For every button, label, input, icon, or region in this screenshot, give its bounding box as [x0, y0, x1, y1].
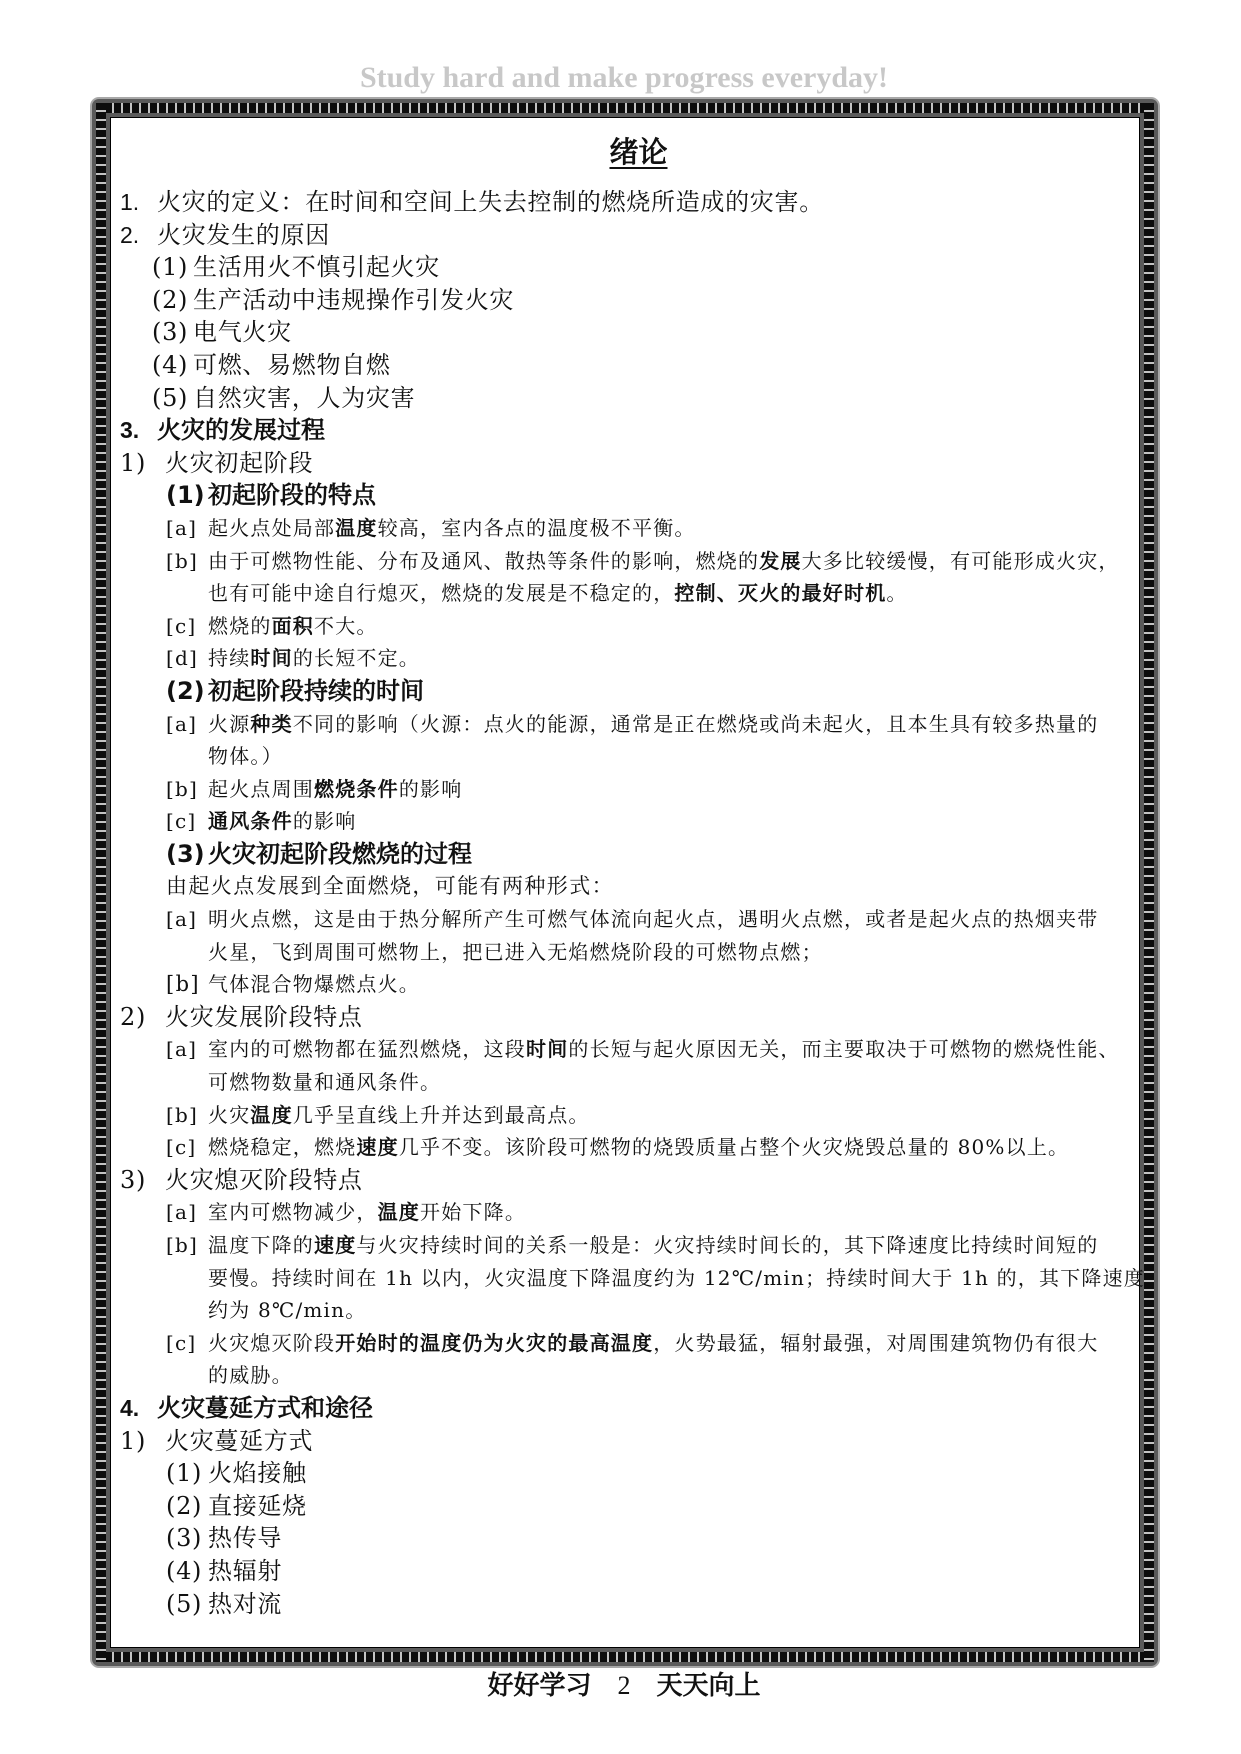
header-motto: Study hard and make progress everyday!: [359, 61, 889, 94]
page-footer: [0, 1668, 1241, 1704]
section-heading: [0, 219, 1241, 252]
section-number: 4.: [120, 1394, 140, 1421]
point-row: [0, 1327, 1241, 1360]
mode-number: (5): [166, 1589, 203, 1618]
mode-text: 热辐射: [208, 1556, 283, 1585]
cause-text: 自然灾害，人为灾害: [193, 383, 416, 412]
text-segment: 持续: [208, 646, 251, 671]
cause-number: (3): [152, 318, 189, 347]
text-segment: 火源: [208, 711, 251, 736]
frame-border-top: [96, 103, 1154, 113]
point-text: [208, 512, 696, 545]
emphasis-term: 温度: [377, 1200, 421, 1225]
emphasis-term: 面积: [271, 613, 315, 638]
point-row: [0, 903, 1241, 936]
mode-item: [0, 1490, 1241, 1523]
point-label: [c]: [166, 1135, 197, 1160]
subsection-heading: [0, 675, 1241, 708]
point-row: [0, 1099, 1241, 1132]
section-text: 火灾的发展过程: [157, 416, 325, 445]
point-label: [c]: [166, 613, 197, 638]
point-text: [208, 1033, 1120, 1066]
mode-text: 直接延烧: [208, 1491, 307, 1520]
section-heading: [0, 414, 1241, 447]
section-text: 火灾蔓延方式和途径: [157, 1393, 373, 1422]
cause-number: (2): [152, 285, 189, 314]
cause-number: (4): [152, 350, 189, 379]
subsection-intro: [0, 870, 1241, 903]
stage-text: 火灾发展阶段特点: [165, 1002, 363, 1031]
text-segment: 火灾: [208, 1102, 251, 1127]
point-text: [208, 642, 420, 675]
point-text: [208, 1131, 1069, 1164]
point-text: [208, 773, 462, 806]
footer-left-text: 好好学习: [487, 1671, 592, 1701]
section-number: 3.: [120, 417, 140, 444]
emphasis-term: 开始时的温度仍为火灾的最高温度: [335, 1330, 654, 1355]
point-label: [a]: [166, 1200, 198, 1225]
section-number: 1.: [120, 189, 140, 215]
stage-number: 2): [120, 1002, 147, 1031]
cause-item: [0, 382, 1241, 415]
section-number: 2.: [120, 221, 140, 248]
point-text: [208, 1196, 526, 1229]
point-label: [b]: [166, 972, 201, 997]
point-text: 的威胁。: [208, 1363, 293, 1388]
emphasis-term: 控制、灭火的最好时机: [674, 581, 887, 606]
subsection-number: (3): [166, 839, 205, 868]
text-segment: 与火灾持续时间的关系一般是：火灾持续时间长的，其下降速度比持续时间短的: [356, 1233, 1099, 1257]
mode-item: [0, 1457, 1241, 1490]
text-segment: 由于可燃物性能、分布及通风、散热等条件的影响，燃烧的: [208, 548, 760, 573]
text-segment: 几乎不变。该阶段可燃物的烧毁质量占整个火灾烧毁总量的 80%以上。: [398, 1135, 1070, 1160]
text-segment: ，火势最猛，辐射最强，对周围建筑物仍有很大: [653, 1330, 1099, 1355]
point-text: [208, 545, 1120, 578]
text-segment: 的长短与起火原因无关，而主要取决于可燃物的燃烧性能、: [568, 1037, 1120, 1062]
text-segment: 不大。: [314, 613, 378, 638]
text-segment: 室内可燃物减少，: [208, 1200, 378, 1225]
emphasis-term: 温度: [250, 1102, 293, 1127]
section-heading: [0, 186, 1241, 219]
text-segment: 起火点周围: [208, 776, 314, 801]
point-label: [d]: [166, 646, 199, 671]
text-segment: 燃烧的: [208, 613, 272, 638]
frame-border-bottom: [96, 1652, 1154, 1662]
emphasis-term: 种类: [250, 711, 293, 736]
stage-number: 1): [120, 1426, 147, 1455]
text-segment: 的长短不定。: [292, 646, 421, 671]
point-text: 可燃物数量和通风条件。: [208, 1070, 442, 1095]
point-row: [0, 1033, 1241, 1066]
page-number: 2: [617, 1671, 631, 1700]
point-text: [208, 805, 356, 838]
text-segment: 几乎呈直线上升并达到最高点。: [292, 1102, 590, 1127]
text-segment: 开始下降。: [420, 1200, 527, 1225]
cause-text: 电气火灾: [193, 318, 292, 347]
point-text: [208, 1229, 1098, 1262]
mode-number: (2): [166, 1491, 203, 1520]
point-text: 物体。）: [208, 744, 283, 769]
document-body: [0, 186, 1241, 1620]
text-segment: 也有可能中途自行熄灭，燃烧的发展是不稳定的，: [208, 581, 675, 606]
point-text: [208, 1099, 590, 1132]
point-text: 要慢。持续时间在 1h 以内，火灾温度下降温度约为 12℃/min；持续时间大于 1h 的，其下降速度: [208, 1265, 1146, 1290]
subsection-heading: [0, 838, 1241, 871]
point-label: [b]: [166, 548, 199, 573]
point-continuation: [0, 1262, 1241, 1295]
cause-text: 生产活动中违规操作引发火灾: [193, 285, 515, 314]
point-text: [208, 1327, 1098, 1360]
point-label: [a]: [166, 1037, 198, 1062]
point-row: [0, 1229, 1241, 1262]
point-label: [c]: [166, 1330, 197, 1355]
stage-number: 1): [120, 448, 147, 477]
point-row: [0, 708, 1241, 741]
cause-number: (5): [152, 383, 189, 412]
cause-text: 生活用火不慎引起火灾: [193, 253, 440, 282]
subsection-text: 初起阶段的特点: [208, 481, 376, 510]
cause-item: [0, 349, 1241, 382]
emphasis-term: 通风条件: [208, 809, 293, 834]
intro-text: 由起火点发展到全面燃烧，可能有两种形式：: [166, 874, 614, 899]
text-segment: 起火点处局部: [208, 515, 336, 540]
mode-number: (1): [166, 1459, 203, 1488]
text-segment: 温度下降的: [208, 1233, 314, 1257]
point-row: [0, 642, 1241, 675]
point-row: [0, 610, 1241, 643]
mode-text: 热对流: [208, 1589, 283, 1618]
point-continuation: [0, 577, 1241, 610]
text-segment: 的影响: [292, 809, 357, 834]
point-label: [b]: [166, 776, 199, 801]
point-row: [0, 805, 1241, 838]
subsection-number: (2): [166, 676, 205, 705]
point-text: [208, 708, 1098, 741]
emphasis-term: 时间: [526, 1037, 569, 1062]
text-segment: 火灾熄灭阶段: [208, 1330, 336, 1355]
point-continuation: [0, 936, 1241, 969]
cause-item: [0, 284, 1241, 317]
point-row: [0, 545, 1241, 578]
mode-item: [0, 1522, 1241, 1555]
mode-item: [0, 1588, 1241, 1621]
subsection-text: 初起阶段持续的时间: [208, 676, 424, 705]
text-segment: 燃烧稳定，燃烧: [208, 1135, 357, 1160]
stage-text: 火灾熄灭阶段特点: [165, 1165, 363, 1194]
section-heading: [0, 1392, 1241, 1425]
cause-number: (1): [152, 253, 189, 282]
page-title: [0, 132, 1241, 177]
stage-number: 3): [120, 1165, 147, 1194]
point-row: [0, 512, 1241, 545]
point-continuation: [0, 740, 1241, 773]
cause-item: [0, 251, 1241, 284]
point-continuation: [0, 1294, 1241, 1327]
text-segment: 的影响: [398, 776, 463, 801]
page-title-text: 绪论: [609, 135, 668, 169]
point-row: [0, 773, 1241, 806]
point-text: 气体混合物爆燃点火。: [208, 972, 420, 997]
mode-number: (4): [166, 1556, 203, 1585]
emphasis-term: 温度: [335, 515, 378, 540]
text-segment: 大多比较缓慢，有可能形成火灾，: [801, 548, 1120, 573]
stage-text: 火灾蔓延方式: [165, 1426, 314, 1455]
emphasis-term: 速度: [314, 1233, 357, 1257]
point-continuation: [0, 1359, 1241, 1392]
stage-heading: [0, 1425, 1241, 1458]
point-text: [208, 610, 378, 643]
point-label: [b]: [166, 1233, 199, 1257]
point-text: 明火点燃，这是由于热分解所产生可燃气体流向起火点，遇明火点燃，或者是起火点的热烟夹带: [208, 907, 1099, 932]
stage-heading: [0, 447, 1241, 480]
emphasis-term: 速度: [356, 1135, 399, 1160]
subsection-number: (1): [166, 481, 205, 510]
mode-text: 热传导: [208, 1524, 283, 1553]
emphasis-term: 发展: [759, 548, 802, 573]
mode-number: (3): [166, 1524, 203, 1553]
subsection-text: 火灾初起阶段燃烧的过程: [208, 839, 472, 868]
mode-text: 火焰接触: [208, 1459, 307, 1488]
subsection-heading: [0, 479, 1241, 512]
mode-item: [0, 1555, 1241, 1588]
point-text: 约为 8℃/min。: [208, 1298, 367, 1323]
text-segment: 较高，室内各点的温度极不平衡。: [377, 515, 696, 540]
text-segment: 室内的可燃物都在猛烈燃烧，这段: [208, 1037, 526, 1062]
cause-item: [0, 316, 1241, 349]
section-text: 火灾发生的原因: [157, 220, 330, 249]
point-label: [b]: [166, 1102, 199, 1127]
point-row: [0, 968, 1241, 1001]
point-text: [208, 577, 908, 610]
point-continuation: [0, 1066, 1241, 1099]
stage-heading: [0, 1001, 1241, 1034]
point-row: [0, 1131, 1241, 1164]
cause-text: 可燃、易燃物自燃: [193, 350, 391, 379]
point-label: [c]: [166, 809, 197, 834]
text-segment: 。: [886, 581, 908, 606]
emphasis-term: 时间: [250, 646, 293, 671]
text-segment: 不同的影响（火源：点火的能源，通常是正在燃烧或尚未起火，且本生具有较多热量的: [292, 711, 1099, 736]
section-text: 火灾的定义：在时间和空间上失去控制的燃烧所造成的灾害。: [157, 188, 824, 216]
point-text: 火星，飞到周围可燃物上，把已进入无焰燃烧阶段的可燃物点燃；: [208, 939, 823, 964]
point-label: [a]: [166, 907, 198, 932]
emphasis-term: 燃烧条件: [314, 776, 399, 801]
point-row: [0, 1196, 1241, 1229]
stage-text: 火灾初起阶段: [165, 448, 314, 477]
point-label: [a]: [166, 515, 198, 540]
footer-right-text: 天天向上: [656, 1671, 761, 1701]
point-label: [a]: [166, 711, 198, 736]
stage-heading: [0, 1164, 1241, 1197]
